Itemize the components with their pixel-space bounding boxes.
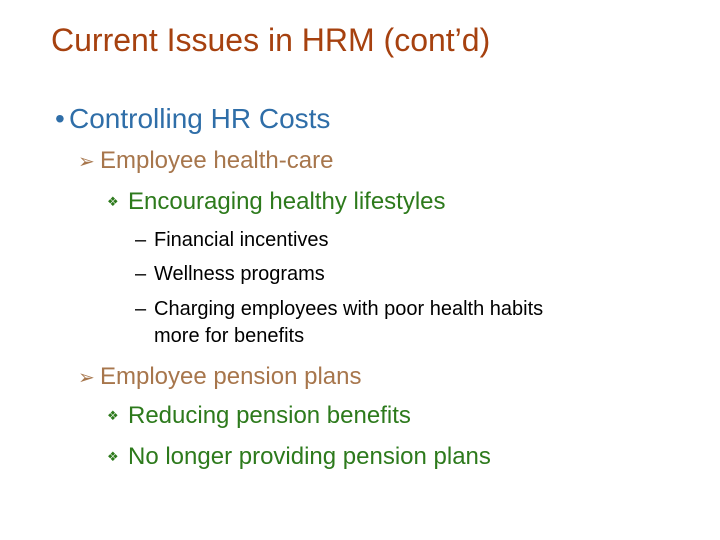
- bullet-level4: [135, 298, 543, 320]
- bullet-level2: [78, 364, 362, 390]
- diamond-bullet-icon: ❖: [107, 449, 119, 464]
- bullet-text: Employee pension plans: [100, 363, 362, 390]
- bullet-level3: [107, 444, 491, 470]
- dash-bullet-icon: –: [135, 298, 147, 320]
- bullet-text: Wellness programs: [154, 263, 325, 285]
- dash-bullet-icon: –: [135, 263, 147, 285]
- bullet-text: Financial incentives: [154, 229, 329, 251]
- bullet-level3: [107, 189, 446, 215]
- bullet-level2: [78, 148, 333, 174]
- dash-bullet-icon: –: [135, 229, 147, 251]
- bullet-level4: [135, 263, 325, 285]
- bullet-level4: [135, 229, 329, 251]
- bullet-text-continued: more for benefits: [154, 325, 305, 347]
- bullet-text: Charging employees with poor health habits: [154, 298, 544, 320]
- bullet-level1: [55, 104, 330, 135]
- bullet-text: Controlling HR Costs: [69, 103, 331, 134]
- bullet-text: No longer providing pension plans: [128, 443, 491, 470]
- bullet-text: Reducing pension benefits: [128, 402, 411, 429]
- bullet-level3: [107, 403, 411, 429]
- arrowhead-bullet-icon: ➢: [78, 151, 95, 173]
- diamond-bullet-icon: ❖: [107, 408, 119, 423]
- bullet-text: Encouraging healthy lifestyles: [128, 188, 446, 215]
- slide-title: Current Issues in HRM (cont’d): [51, 22, 491, 58]
- diamond-bullet-icon: ❖: [107, 194, 119, 209]
- arrowhead-bullet-icon: ➢: [78, 367, 95, 389]
- bullet-text: Employee health-care: [100, 147, 334, 174]
- round-bullet-icon: •: [55, 103, 65, 134]
